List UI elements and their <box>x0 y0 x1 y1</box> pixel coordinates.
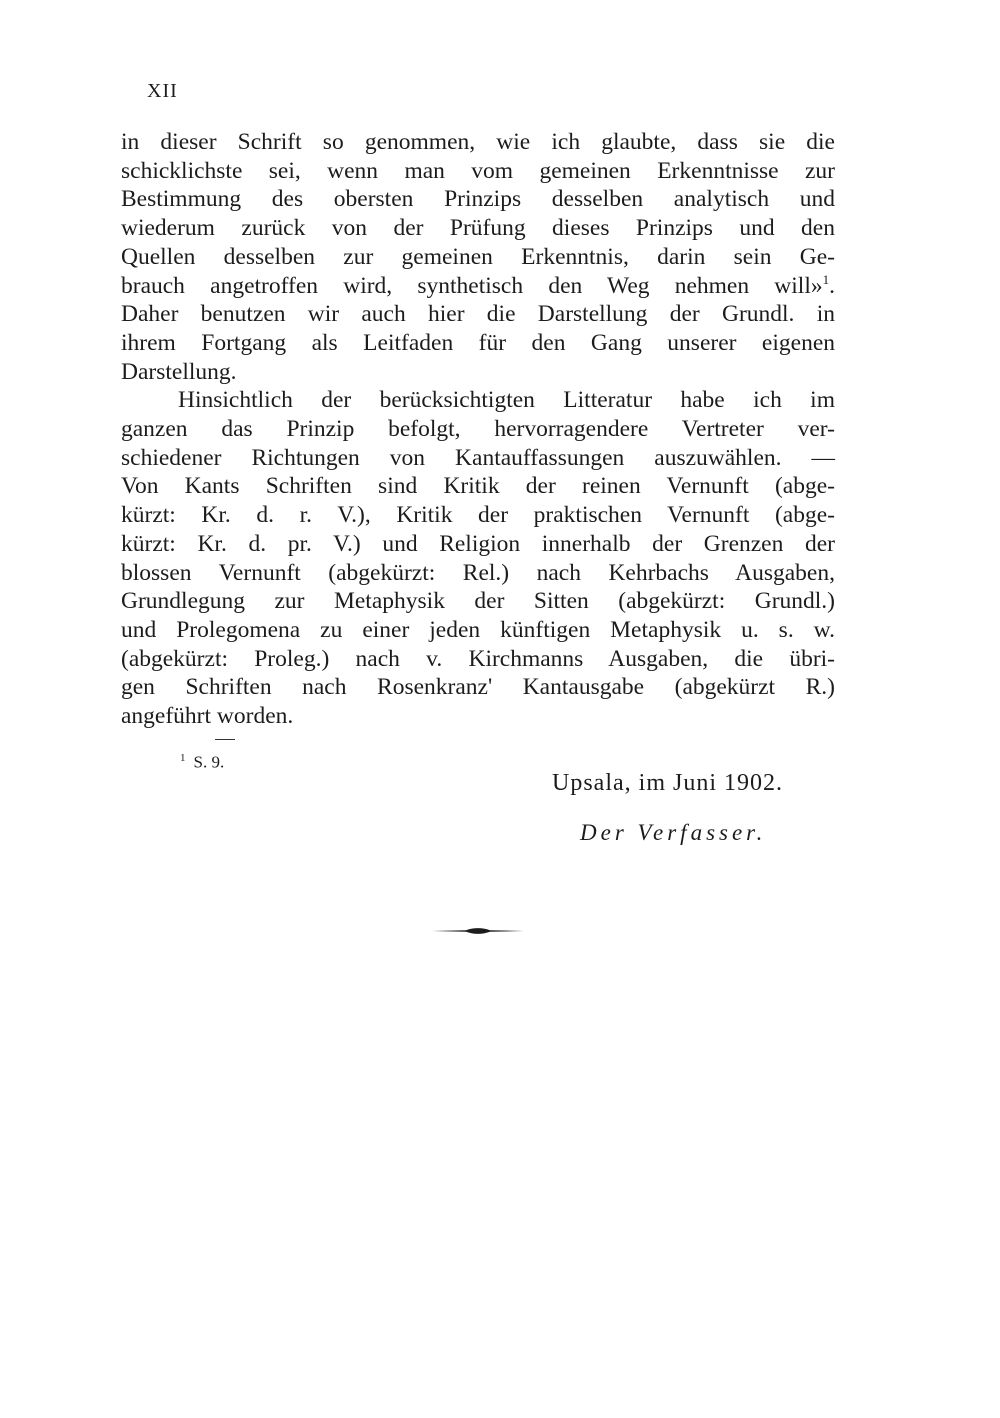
text-line: blossen Vernunft (abgekürzt: Rel.) nach Kehrbachs Ausgaben, <box>121 559 835 586</box>
text-line: und Prolegomena zu einer jeden künftigen Metaphysik u. s. w. <box>121 616 835 643</box>
footnote-marker: 1 <box>180 752 186 764</box>
footnote-rule <box>215 739 235 740</box>
text-line: schicklichste sei, wenn man vom gemeinen Erkenntnisse zur <box>121 157 835 184</box>
footnote-reference-tail: . <box>829 272 835 299</box>
body-text <box>121 128 835 731</box>
text-line: ganzen das Prinzip befolgt, hervorragendere Vertreter ver- <box>121 416 835 443</box>
text-line: gen Schriften nach Rosenkranz' Kantausgabe (abgekürzt R.) <box>121 674 835 701</box>
text-line: Grundlegung zur Metaphysik der Sitten (abgekürzt: Grundl.) <box>121 588 835 615</box>
footnote-reference: 1 <box>822 271 830 287</box>
footnote <box>180 752 224 773</box>
text-line: Hinsichtlich der berücksichtigten Litteratur habe ich im <box>178 387 835 414</box>
text-line: schiedener Richtungen von Kantauffassungen auszuwählen. — <box>121 444 835 471</box>
text-line: Daher benutzen wir auch hier die Darstellung der Grundl. in <box>121 301 835 328</box>
place-date: Upsala, im Juni 1902. <box>552 770 783 796</box>
text-line: (abgekürzt: Proleg.) nach v. Kirchmanns Ausgaben, die übri- <box>121 645 835 672</box>
text-line: ihrem Fortgang als Leitfaden für den Gang unserer eigenen <box>121 329 835 356</box>
text-line: Darstellung. <box>121 358 237 385</box>
text-line: Quellen desselben zur gemeinen Erkenntnis, darin sein Ge- <box>121 243 835 270</box>
text-line: kürzt: Kr. d. r. V.), Kritik der praktischen Vernunft (abge- <box>121 502 835 529</box>
text-line-content: brauch angetroffen wird, synthetisch den Weg nehmen will» <box>121 272 823 299</box>
text-line: Von Kants Schriften sind Kritik der reinen Vernunft (abge- <box>121 473 835 500</box>
text-line: wiederum zurück von der Prüfung dieses Prinzips und den <box>121 215 835 242</box>
text-line: Bestimmung des obersten Prinzips desselben analytisch und <box>121 186 835 213</box>
text-line: angeführt worden. <box>121 703 294 730</box>
text-line: in dieser Schrift so genommen, wie ich glaubte, dass sie die <box>121 129 835 155</box>
text-line-with-footnote <box>121 272 835 301</box>
text-line: kürzt: Kr. d. pr. V.) und Religion innerhalb der Grenzen der <box>121 530 835 557</box>
footnote-text: S. 9. <box>193 752 225 772</box>
author-signature: Der Verfasser. <box>580 820 767 845</box>
page-number: XII <box>147 80 178 102</box>
ornament-rule <box>432 925 524 937</box>
